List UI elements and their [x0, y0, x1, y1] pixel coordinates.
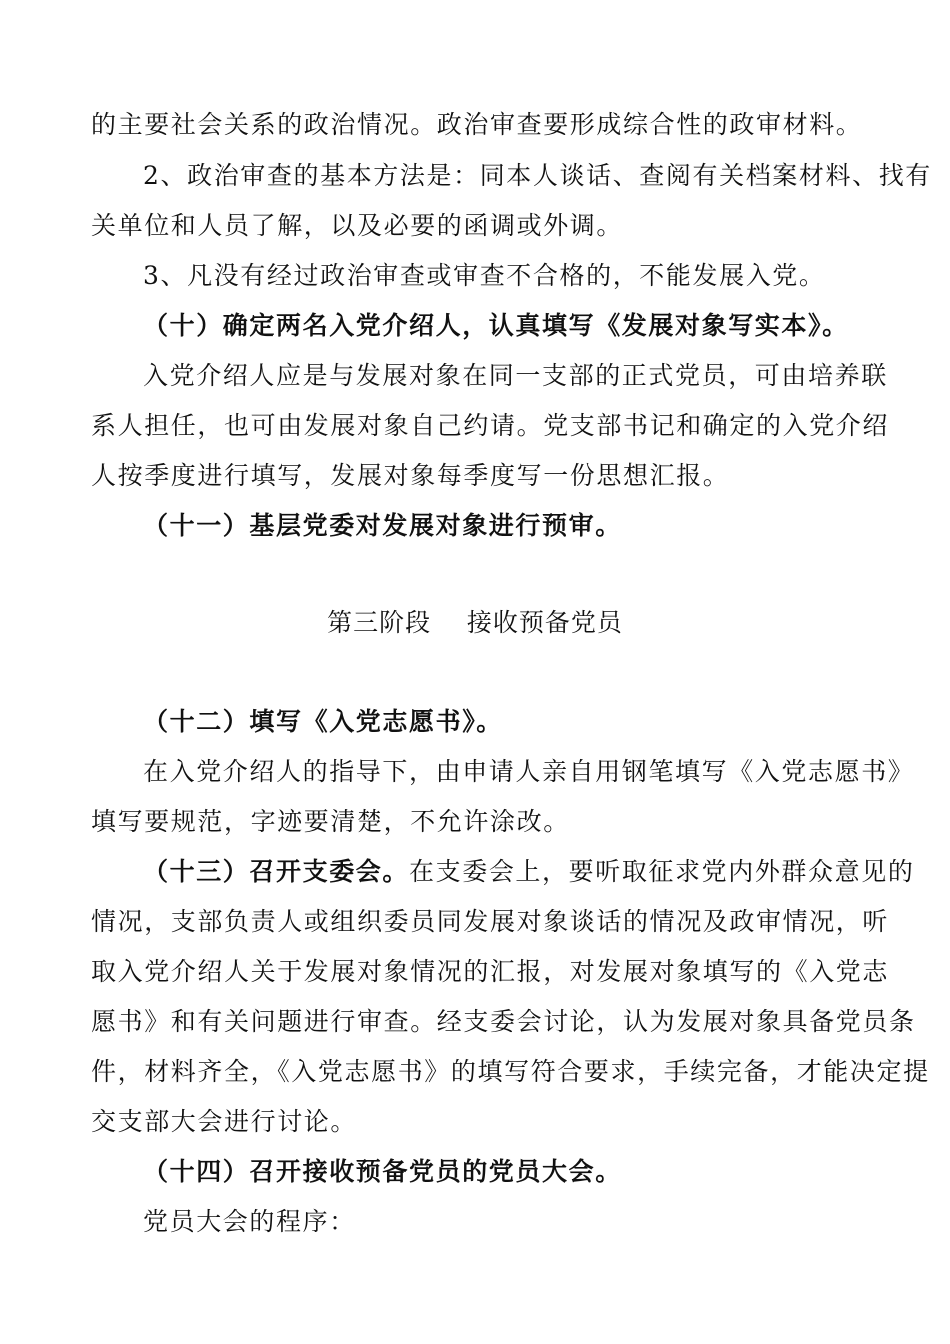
- paragraph-line: 3、凡没有经过政治审查或审查不合格的，不能发展入党。: [143, 261, 826, 290]
- section-item-heading: （十）确定两名入党介绍人，认真填写《发展对象写实本》。: [143, 311, 849, 340]
- stage-heading: 第三阶段 接收预备党员: [327, 608, 623, 637]
- paragraph-line: 党员大会的程序：: [143, 1207, 356, 1236]
- paragraph-line: 的主要社会关系的政治情况。政治审查要形成综合性的政审材料。: [91, 110, 863, 139]
- section-item-heading: （十一）基层党委对发展对象进行预审。: [143, 511, 622, 540]
- paragraph-line: [143, 855, 915, 889]
- section-item-heading: （十三）召开支委会。: [143, 857, 410, 886]
- section-item-heading: （十二）填写《入党志愿书》。: [143, 707, 503, 736]
- section-item-heading: （十四）召开接收预备党员的党员大会。: [143, 1157, 622, 1186]
- paragraph-text: 在支委会上，要听取征求党内外群众意见的: [409, 857, 915, 886]
- paragraph-line: 情况，支部负责人或组织委员同发展对象谈话的情况及政审情况，听: [91, 907, 890, 936]
- paragraph-line: 件，材料齐全，《入党志愿书》的填写符合要求，手续完备，才能决定提: [91, 1057, 930, 1086]
- paragraph-line: 取入党介绍人关于发展对象情况的汇报，对发展对象填写的《入党志: [91, 957, 890, 986]
- paragraph-line: 入党介绍人应是与发展对象在同一支部的正式党员，可由培养联: [143, 361, 888, 390]
- paragraph-line: 交支部大会进行讨论。: [91, 1107, 358, 1136]
- paragraph-line: 在入党介绍人的指导下，由申请人亲自用钢笔填写《入党志愿书》: [143, 757, 915, 786]
- paragraph-line: 系人担任，也可由发展对象自己约请。党支部书记和确定的入党介绍: [91, 411, 890, 440]
- paragraph-line: 填写要规范，字迹要清楚，不允许涂改。: [91, 807, 570, 836]
- paragraph-line: 人按季度进行填写，发展对象每季度写一份思想汇报。: [91, 461, 730, 490]
- paragraph-line: 愿书》和有关问题进行审查。经支委会讨论，认为发展对象具备党员条: [91, 1007, 916, 1036]
- paragraph-line: 2、政治审查的基本方法是：同本人谈话、查阅有关档案材料、找有: [143, 161, 932, 190]
- paragraph-line: 关单位和人员了解，以及必要的函调或外调。: [91, 211, 624, 240]
